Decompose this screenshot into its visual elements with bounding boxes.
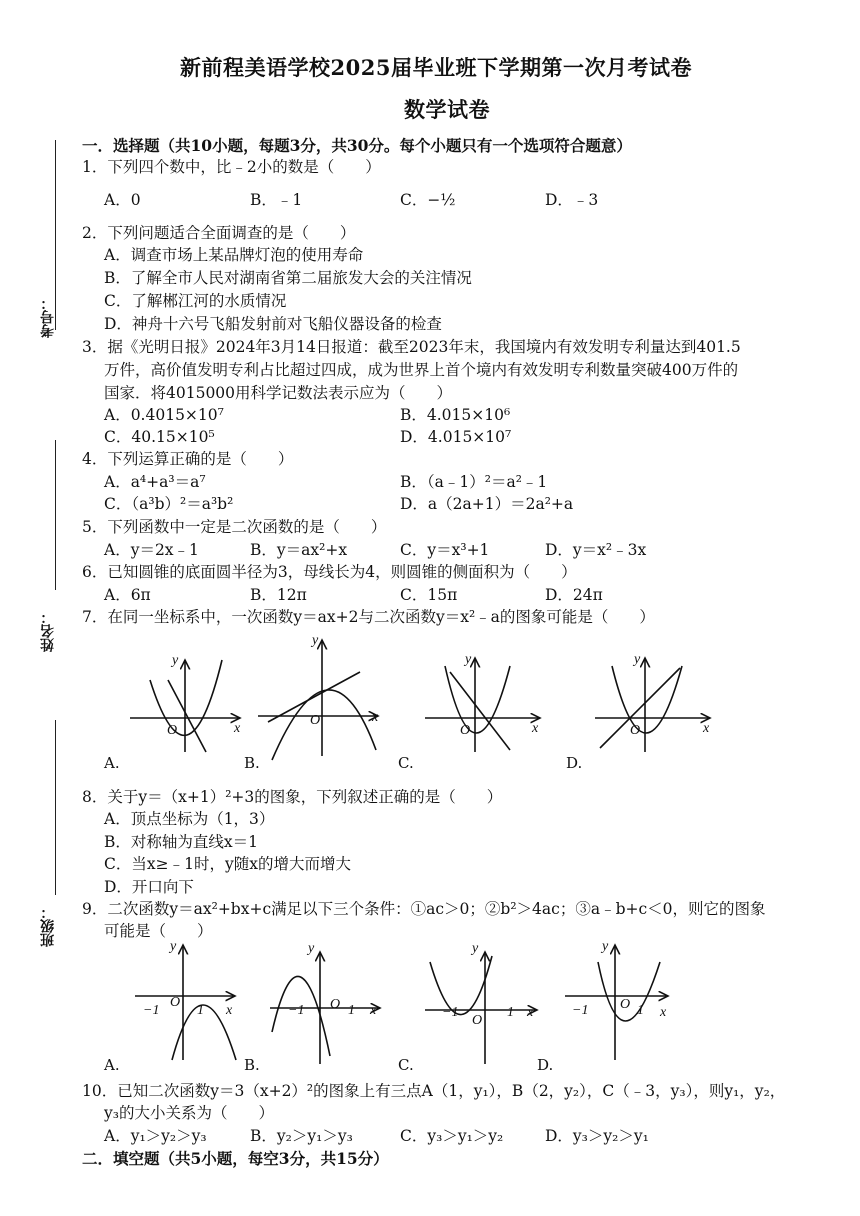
option-d: D．y＝x²﹣3x — [545, 541, 647, 559]
tick-neg1: −1 — [143, 1003, 160, 1018]
option-b: B．12π — [250, 586, 307, 604]
figure-label-b: B. — [244, 754, 260, 772]
option-b: B．4.015×10⁶ — [400, 406, 511, 424]
axis-label-y: y — [465, 652, 472, 667]
question-stem: 6．已知圆锥的底面圆半径为3，母线长为4，则圆锥的侧面积为（ ） — [82, 563, 577, 581]
exam-number-label: 考号： — [40, 296, 56, 338]
axis-label-x: x — [226, 1003, 233, 1018]
axis-origin: O — [170, 995, 181, 1010]
tick-1: 1 — [637, 1003, 644, 1018]
exam-subtitle: 数学试卷 — [404, 97, 490, 122]
figure-label-b: B. — [244, 1056, 260, 1074]
axis-label-y: y — [312, 633, 319, 648]
q7-graph-c — [425, 658, 540, 752]
axis-origin: O — [472, 1013, 483, 1028]
figure-label-a: A. — [104, 1056, 120, 1074]
axis-origin: O — [620, 997, 631, 1012]
tick-neg1: −1 — [288, 1003, 305, 1018]
axis-label-y: y — [308, 941, 315, 956]
axis-label-x: x — [370, 1003, 377, 1018]
question-stem: 7．在同一坐标系中，一次函数y＝ax+2与二次函数y＝x²﹣a的图象可能是（ ） — [82, 608, 655, 626]
figure-label-d: D. — [566, 754, 583, 772]
axis-label-y: y — [472, 941, 479, 956]
axis-origin: O — [460, 723, 471, 738]
option-d: D．﹣3 — [545, 191, 599, 209]
class-label: 班级： — [40, 905, 56, 947]
option-c: C．y＝x³+1 — [400, 541, 490, 559]
question-stem: 万件，高价值发明专利占比超过四成，成为世界上首个境内有效发明专利数量突破400万件的 — [104, 361, 739, 379]
question-stem: 8．关于y＝（x+1）²+3的图象，下列叙述正确的是（ ） — [82, 788, 503, 806]
option-b: B．（a﹣1）²＝a²﹣1 — [400, 473, 548, 491]
axis-origin: O — [630, 723, 641, 738]
axis-origin: O — [167, 723, 178, 738]
question-stem: 国家．将4015000用科学记数法表示应为（ ） — [104, 384, 453, 402]
axis-label-x: x — [703, 721, 710, 736]
question-stem: 可能是（ ） — [104, 922, 213, 940]
option-c: C．−½ — [400, 191, 456, 209]
option-a: A．调查市场上某品牌灯泡的使用寿命 — [104, 246, 364, 264]
option-a: A．6π — [104, 586, 151, 604]
axis-label-x: x — [660, 1005, 667, 1020]
option-a: A．y＝2x﹣1 — [104, 541, 199, 559]
question-stem: 2．下列问题适合全面调查的是（ ） — [82, 224, 356, 242]
question-stem: 4．下列运算正确的是（ ） — [82, 450, 294, 468]
tick-1: 1 — [507, 1005, 514, 1020]
option-a: A．0 — [104, 191, 141, 209]
axis-label-x: x — [527, 1005, 534, 1020]
section-heading: 一．选择题（共10小题，每题3分，共30分。每个小题只有一个选项符合题意） — [82, 136, 632, 155]
name-label: 姓名： — [40, 610, 56, 652]
option-c: C．40.15×10⁵ — [104, 428, 215, 446]
axis-label-x: x — [234, 721, 241, 736]
figure-label-d: D. — [537, 1056, 554, 1074]
q9-graph-b — [270, 952, 380, 1064]
option-b: B．了解全市人民对湖南省第二届旅发大会的关注情况 — [104, 269, 472, 287]
option-d: D．开口向下 — [104, 878, 194, 896]
option-d: D．24π — [545, 586, 603, 604]
axis-origin: O — [330, 997, 341, 1012]
tick-neg1: −1 — [442, 1005, 459, 1020]
figure-label-c: C. — [398, 754, 414, 772]
axis-origin: O — [310, 713, 321, 728]
option-c: C．（a³b）²＝a³b² — [104, 495, 234, 513]
figure-label-a: A. — [104, 754, 120, 772]
q7-graph-b — [258, 640, 378, 760]
option-a: A．0.4015×10⁷ — [104, 406, 224, 424]
option-d: D．y₃＞y₂＞y₁ — [545, 1127, 649, 1145]
axis-label-y: y — [170, 939, 177, 954]
q7-graph-a — [130, 660, 240, 752]
axis-label-y: y — [634, 652, 641, 667]
axis-label-y: y — [172, 653, 179, 668]
option-b: B．﹣1 — [250, 191, 303, 209]
q7-graph-d — [595, 658, 710, 752]
option-c: C．了解郴江河的水质情况 — [104, 292, 287, 310]
option-d: D．神舟十六号飞船发射前对飞船仪器设备的检查 — [104, 315, 442, 333]
option-a: A．顶点坐标为（1，3） — [104, 810, 275, 828]
tick-1: 1 — [197, 1003, 204, 1018]
tick-neg1: −1 — [572, 1003, 589, 1018]
option-a: A．a⁴+a³＝a⁷ — [104, 473, 206, 491]
option-c: C．y₃＞y₁＞y₂ — [400, 1127, 504, 1145]
tick-1: 1 — [348, 1003, 355, 1018]
option-b: B．y₂＞y₁＞y₃ — [250, 1127, 353, 1145]
question-stem: 10．已知二次函数y＝3（x+2）²的图象上有三点A（1，y₁），B（2，y₂），C（﹣3，y₃），则y₁，y₂， — [82, 1082, 786, 1100]
question-stem: 1．下列四个数中，比﹣2小的数是（ ） — [82, 158, 381, 176]
question-stem: 9．二次函数y＝ax²+bx+c满足以下三个条件：①ac＞0；②b²＞4ac；③a﹣b+c＜0，则它的图象 — [82, 900, 766, 918]
axis-label-x: x — [372, 710, 379, 725]
option-d: D．a（2a+1）＝2a²+a — [400, 495, 574, 513]
exam-title: 新前程美语学校2025届毕业班下学期第一次月考试卷 — [180, 55, 692, 80]
option-d: D．4.015×10⁷ — [400, 428, 512, 446]
option-a: A．y₁＞y₂＞y₃ — [104, 1127, 207, 1145]
question-stem: 5．下列函数中一定是二次函数的是（ ） — [82, 518, 387, 536]
axis-label-y: y — [602, 939, 609, 954]
option-c: C．15π — [400, 586, 458, 604]
option-b: B．y＝ax²+x — [250, 541, 348, 559]
option-b: B．对称轴为直线x＝1 — [104, 833, 258, 851]
question-stem: 3．据《光明日报》2024年3月14日报道：截至2023年末，我国境内有效发明专利量达到401.5 — [82, 338, 741, 356]
option-c: C．当x≥﹣1时，y随x的增大而增大 — [104, 855, 351, 873]
figure-label-c: C. — [398, 1056, 414, 1074]
question-stem: y₃的大小关系为（ ） — [104, 1104, 274, 1122]
section-heading: 二．填空题（共5小题，每空3分，共15分） — [82, 1149, 389, 1168]
axis-label-x: x — [532, 721, 539, 736]
